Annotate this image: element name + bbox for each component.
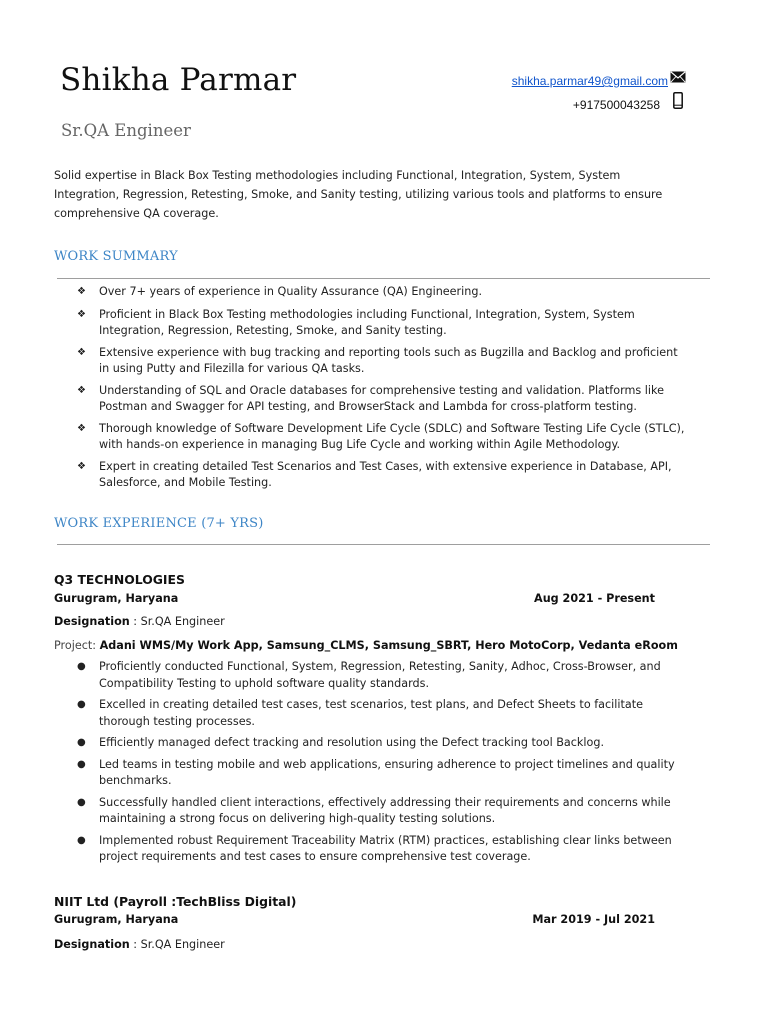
diamond-bullet-icon: ❖ [77, 460, 86, 472]
dot-bullet-icon: ● [77, 661, 86, 672]
diamond-bullet-icon: ❖ [77, 384, 86, 396]
list-item: ● Implemented robust Requirement Traceability Matrix (RTM) practices, establishing clear links between project requirements and test cases to ensure comprehensive test coverage. [77, 833, 672, 863]
list-item: ● Successfully handled client interactions, effectively addressing their requirements and concerns while maintaining a strong focus on delivering high-quality testing solutions. [77, 795, 671, 825]
job-designation: Designation : Sr.QA Engineer [54, 938, 225, 951]
list-item: ❖ Thorough knowledge of Software Development Life Cycle (SDLC) and Software Testing Life Cycle (STLC), with hands-on experience in managing Bug Life Cycle and working within Agile Methodology. [77, 421, 685, 451]
dot-bullet-icon: ● [77, 834, 86, 846]
section-divider [57, 278, 710, 279]
envelope-icon [670, 71, 686, 83]
diamond-bullet-icon: ❖ [77, 308, 86, 320]
list-item: ❖ Understanding of SQL and Oracle databases for comprehensive testing and validation. Platforms like Postman and Swagger for API testing, and BrowserStack and Lambda for cross-platform testing. [77, 383, 664, 413]
list-item: ● Efficiently managed defect tracking and resolution using the Defect tracking tool Backlog. [0, 735, 691, 752]
job-responsibilities-list [0, 659, 768, 866]
diamond-bullet-icon: ❖ [77, 422, 86, 434]
section-divider [57, 544, 710, 545]
list-item: ❖ Over 7+ years of experience in Quality Assurance (QA) Engineering. [0, 284, 691, 301]
dot-bullet-icon: ● [77, 758, 86, 770]
list-item: ● Led teams in testing mobile and web applications, ensuring adherence to project timelines and quality benchmarks. [77, 757, 675, 787]
work-experience-heading: WORK EXPERIENCE (7+ YRS) [54, 516, 264, 531]
diamond-bullet-icon: ❖ [77, 346, 86, 358]
work-summary-list [0, 284, 768, 492]
candidate-title: Sr.QA Engineer [61, 121, 191, 140]
profile-summary: Solid expertise in Black Box Testing methodologies including Functional, Integration, System, System Integration, Regression, Retesting, Smoke, and Sanity testing, utilizing various tools and platforms to ensure comprehensive QA coverage. [54, 169, 663, 220]
phone-number: +917500043258 [572, 98, 660, 112]
diamond-bullet-icon: ❖ [77, 286, 86, 297]
dot-bullet-icon: ● [77, 699, 86, 710]
job-location: Gurugram, Haryana [54, 592, 179, 605]
job-location: Gurugram, Haryana [54, 913, 179, 926]
mobile-phone-icon [673, 92, 683, 109]
list-item: ❖ Extensive experience with bug tracking and reporting tools such as Bugzilla and Backlog and proficient in using Putty and Filezilla for various QA tasks. [77, 345, 678, 375]
list-item: ❖ Expert in creating detailed Test Scenarios and Test Cases, with extensive experience in Database, API, Salesforce, and Mobile Testing. [77, 459, 672, 489]
company-name: NIIT Ltd (Payroll :TechBliss Digital) [54, 894, 297, 909]
job-dates: Aug 2021 - Present [534, 592, 655, 605]
dot-bullet-icon: ● [77, 737, 86, 748]
job-project: Project: Adani WMS/My Work App, Samsung_CLMS, Samsung_SBRT, Hero MotoCorp, Vedanta eRoom [54, 639, 678, 652]
job-dates: Mar 2019 - Jul 2021 [532, 913, 655, 926]
dot-bullet-icon: ● [77, 796, 86, 808]
list-item: ● Excelled in creating detailed test cases, test scenarios, test plans, and Defect Sheets to facilitate thorough testing processes. [77, 698, 644, 728]
list-item: ❖ Proficient in Black Box Testing methodologies including Functional, Integration, System, System Integration, Regression, Retesting, Smoke, and Sanity testing. [77, 307, 635, 337]
list-item: ● Proficiently conducted Functional, System, Regression, Retesting, Sanity, Adhoc, Cross-Browser, and Compatibility Testing to uphold software quality standards. [77, 660, 661, 690]
email-link[interactable]: shikha.parmar49@gmail.com [511, 74, 668, 88]
job-designation: Designation : Sr.QA Engineer [54, 615, 225, 628]
work-summary-heading: WORK SUMMARY [54, 249, 178, 264]
candidate-name: Shikha Parmar [60, 62, 297, 98]
company-name: Q3 TECHNOLOGIES [54, 572, 185, 587]
